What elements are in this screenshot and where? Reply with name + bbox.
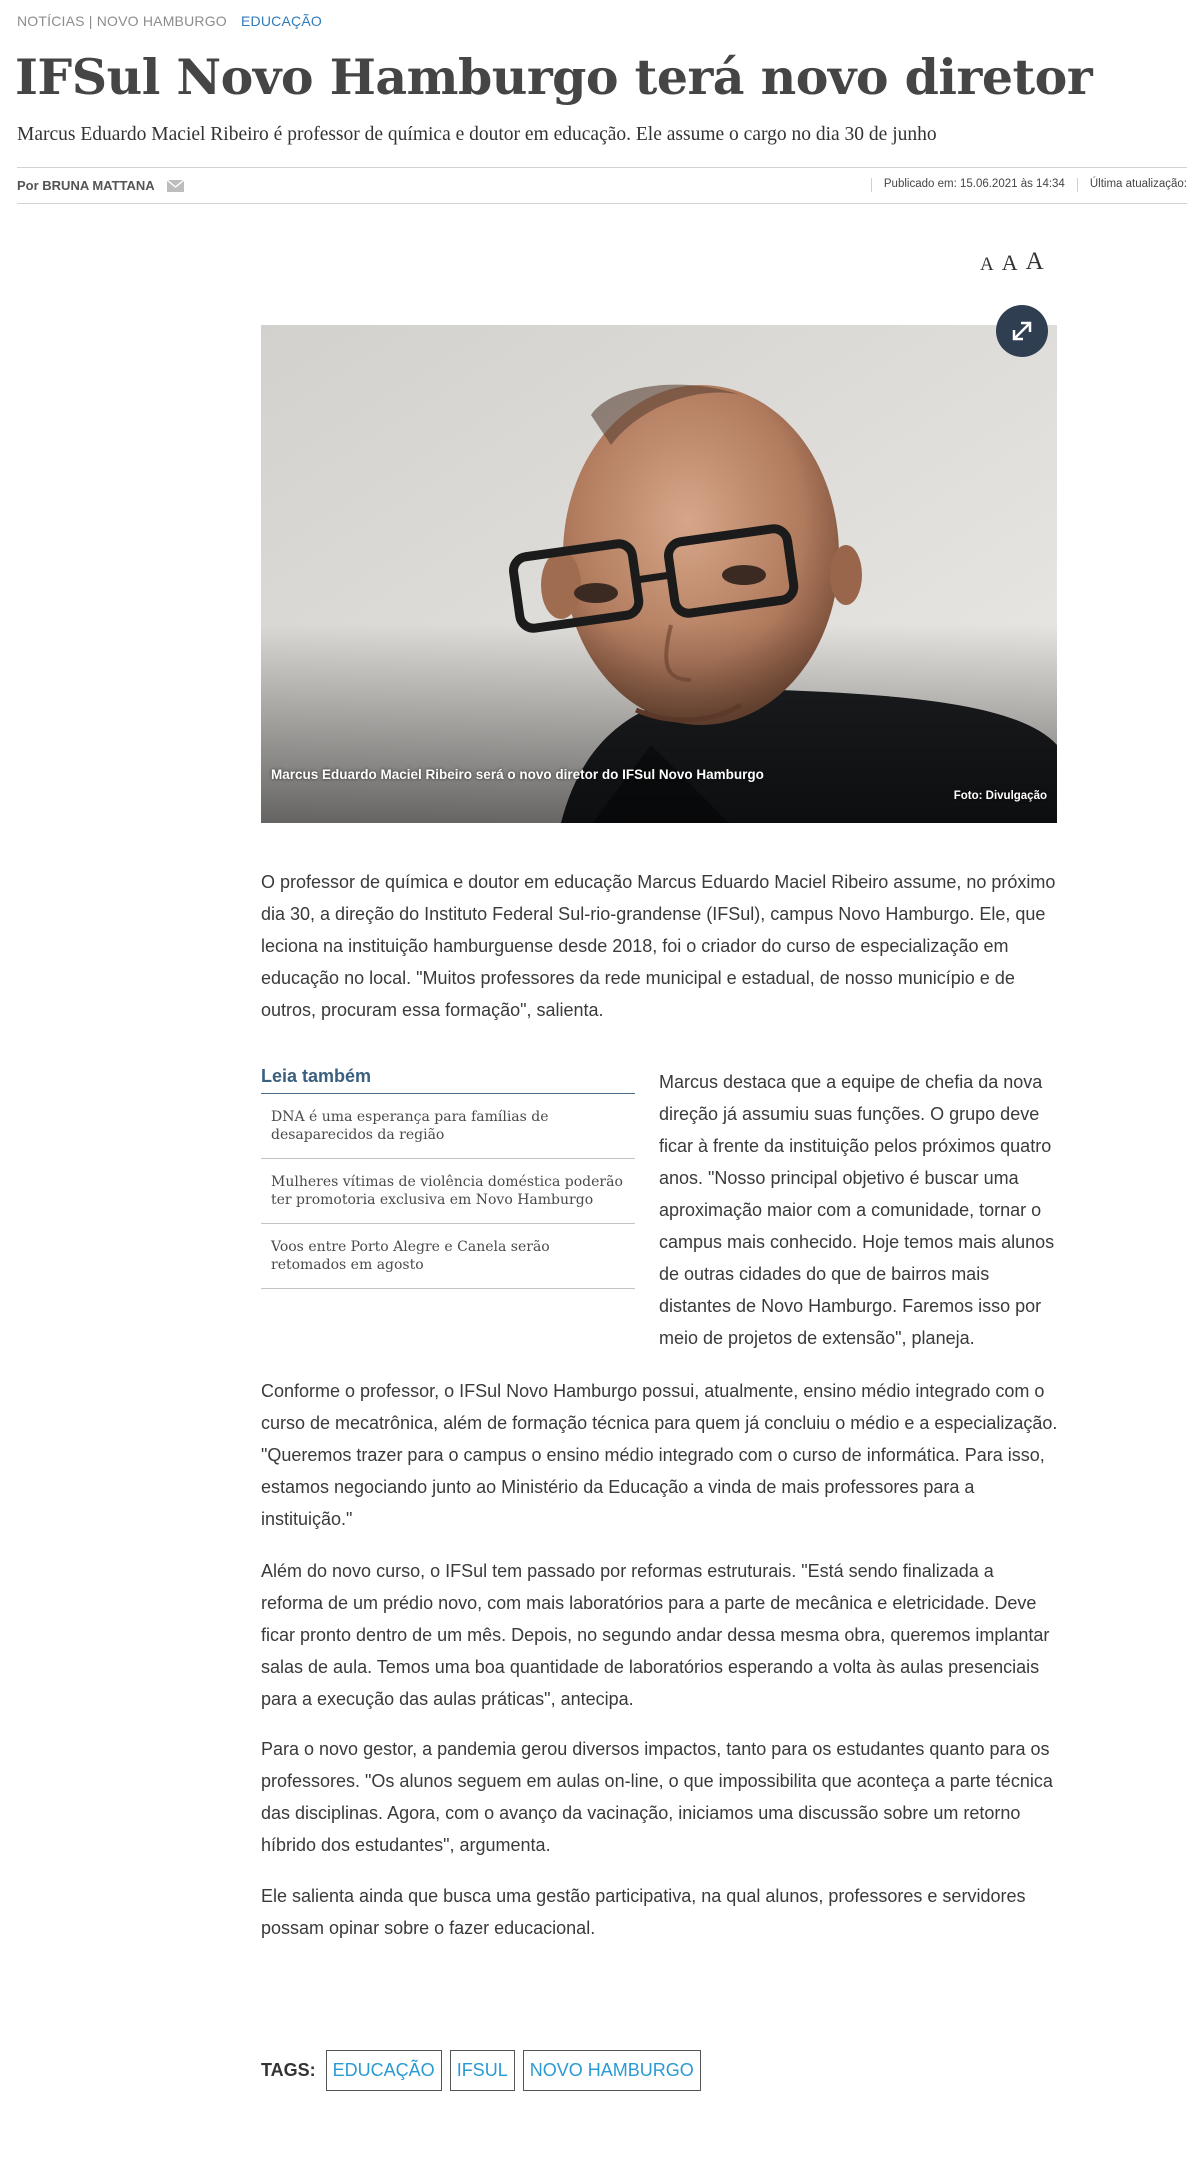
breadcrumb-category[interactable]: EDUCAÇÃO — [241, 13, 322, 29]
article-subtitle: Marcus Eduardo Maciel Ribeiro é professor de química e doutor em educação. Ele assume o cargo no dia 30 de junho — [17, 124, 937, 145]
related-articles-box — [261, 1066, 635, 1289]
publication-info — [859, 178, 1187, 192]
article-photo — [261, 325, 1057, 823]
article-paragraph: Ele salienta ainda que busca uma gestão participativa, na qual alunos, professores e servidores possam opinar sobre o fazer educacional. — [261, 1886, 1026, 1938]
related-link[interactable]: Mulheres vítimas de violência doméstica poderão ter promotoria exclusiva em Novo Hamburgo — [261, 1159, 635, 1224]
font-size-small-button[interactable]: A — [980, 254, 994, 275]
article-paragraph: Conforme o professor, o IFSul Novo Hamburgo possui, atualmente, ensino médio integrado com o curso de mecatrônica, além de formação técnica para quem já concluiu o médio e a especialização. "Queremos trazer para o campus o ensino médio integrado com o curso de informática. Para isso, estamos negociando junto ao Ministério da Educação a vinda de mais professores para a instituição." — [261, 1381, 1058, 1529]
tags-label: TAGS: — [261, 2060, 316, 2080]
article-paragraph: Marcus destaca que a equipe de chefia da nova direção já assumiu suas funções. O grupo deve ficar à frente da instituição pelos próximos quatro anos. "Nosso principal objetivo é buscar uma aproximação maior com a comunidade, tornar o campus mais conhecido. Hoje temos mais alunos de outras cidades do que de bairros mais distantes de Novo Hamburgo. Faremos isso por meio de projetos de extensão", planeja. — [659, 1072, 1055, 1348]
font-size-large-button[interactable]: A — [1025, 248, 1044, 275]
related-title: Leia também — [261, 1066, 635, 1094]
breadcrumb — [17, 13, 322, 29]
related-link[interactable]: DNA é uma esperança para famílias de desaparecidos da região — [261, 1094, 635, 1159]
tags-section — [261, 2050, 701, 2091]
tag-link[interactable]: EDUCAÇÃO — [326, 2050, 442, 2091]
article-paragraph: O professor de química e doutor em educação Marcus Eduardo Maciel Ribeiro assume, no próximo dia 30, a direção do Instituto Federal Sul-rio-grandense (IFSul), campus Novo Hamburgo. Ele, que leciona na instituição hamburguense desde 2018, foi o criador do curso de especialização em educação no local. "Muitos professores da rede municipal e estadual, de nosso município e de outros, procuram essa formação", salienta. — [261, 872, 1056, 1020]
font-size-controls — [980, 248, 1044, 276]
divider-bottom — [17, 203, 1187, 204]
tag-link[interactable]: NOVO HAMBURGO — [523, 2050, 701, 2091]
expand-image-button[interactable] — [996, 305, 1048, 357]
article-title: IFSul Novo Hamburgo terá novo diretor — [15, 48, 1093, 106]
related-link[interactable]: Voos entre Porto Alegre e Canela serão retomados em agosto — [261, 1224, 635, 1289]
article-paragraph: Para o novo gestor, a pandemia gerou diversos impactos, tanto para os estudantes quanto para os professores. "Os alunos seguem em aulas on-line, o que impossibilita que aconteça a parte técnica das disciplinas. Agora, com o avanço da vacinação, iniciamos uma discussão sobre um retorno híbrido dos estudantes", argumenta. — [261, 1739, 1053, 1855]
photo-caption: Marcus Eduardo Maciel Ribeiro será o novo diretor do IFSul Novo Hamburgo — [271, 767, 764, 782]
byline — [17, 178, 184, 193]
divider-top — [17, 167, 1187, 168]
published-date: Publicado em: 15.06.2021 às 14:34 — [883, 178, 1065, 190]
article-paragraph: Além do novo curso, o IFSul tem passado por reformas estruturais. "Está sendo finalizada a reforma de um prédio novo, com mais laboratórios para a parte de mecânica e eletricidade. Deve ficar pronto dentro de um mês. Depois, no segundo andar dessa mesma obra, queremos implantar salas de aula. Temos uma boa quantidade de laboratórios esperando a volta às aulas presenciais para a execução das aulas práticas", antecipa. — [261, 1561, 1050, 1709]
author-name: Por BRUNA MATTANA — [17, 178, 155, 193]
font-size-medium-button[interactable]: A — [1001, 250, 1018, 275]
expand-icon — [1009, 318, 1035, 344]
updated-date: Última atualização: — [1089, 178, 1187, 190]
tag-link[interactable]: IFSUL — [450, 2050, 515, 2091]
portrait-image — [261, 325, 1057, 823]
envelope-icon[interactable] — [167, 180, 184, 192]
breadcrumb-section[interactable]: NOTÍCIAS | NOVO HAMBURGO — [17, 13, 227, 29]
photo-credit: Foto: Divulgação — [953, 790, 1047, 802]
